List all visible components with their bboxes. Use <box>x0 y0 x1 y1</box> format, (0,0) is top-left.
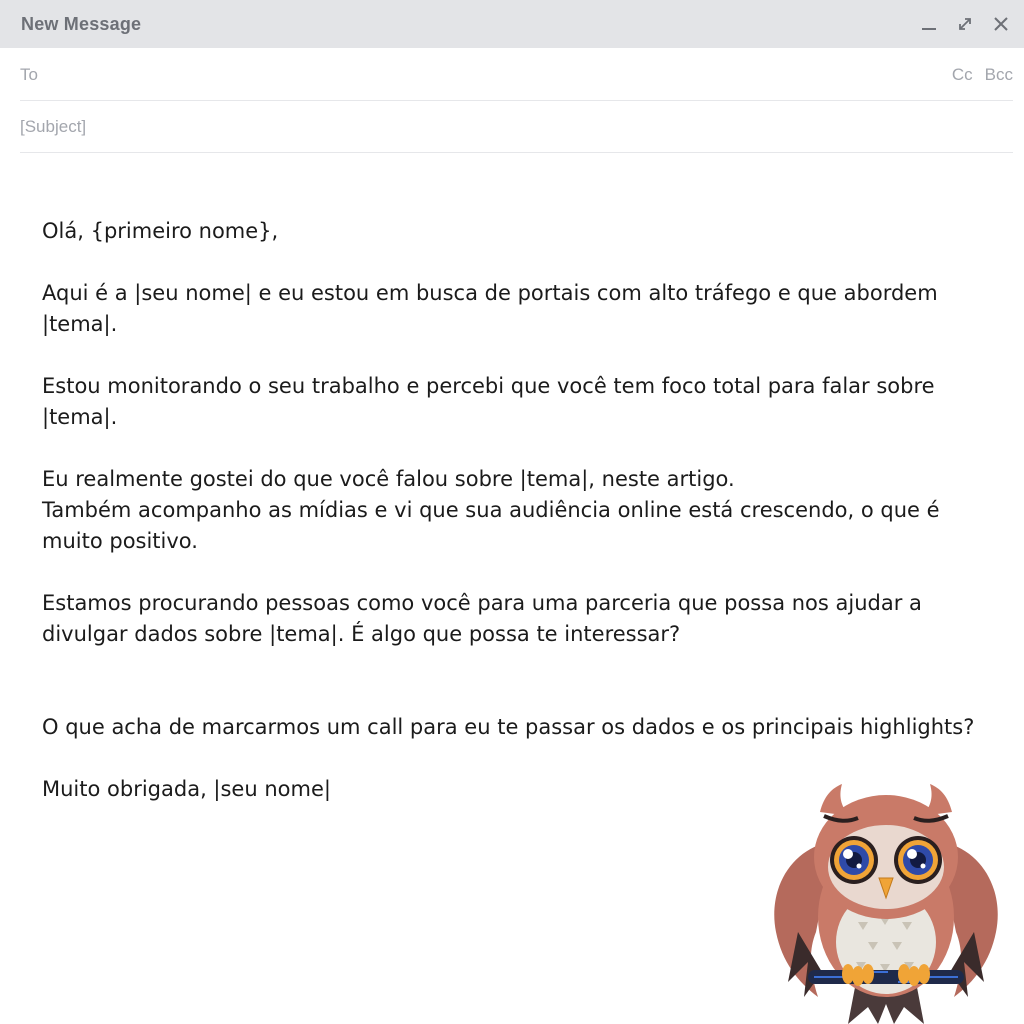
minimize-icon <box>920 15 938 33</box>
body-paragraph: Também acompanho as mídias e vi que sua audiência online está crescendo, o que é muito positivo. <box>42 498 940 553</box>
body-signoff: Muito obrigada, |seu nome| <box>42 777 331 801</box>
body-paragraph: O que acha de marcarmos um call para eu te passar os dados e os principais highlights? <box>42 715 975 739</box>
compose-title-bar <box>0 0 1024 48</box>
to-field[interactable] <box>20 65 820 85</box>
close-icon <box>992 15 1010 33</box>
close-button[interactable] <box>990 13 1012 35</box>
to-row <box>20 49 1013 101</box>
body-paragraph: Estou monitorando o seu trabalho e percebi que você tem foco total para falar sobre |tema|. <box>42 374 935 429</box>
window-controls <box>918 13 1012 35</box>
body-paragraph: Aqui é a |seu nome| e eu estou em busca de portais com alto tráfego e que abordem |tema|. <box>42 281 938 336</box>
compose-title: New Message <box>21 13 142 34</box>
body-paragraph: Eu realmente gostei do que você falou sobre |tema|, neste artigo. <box>42 467 735 491</box>
minimize-button[interactable] <box>918 13 940 35</box>
cc-bcc-links <box>952 65 1013 85</box>
cc-link[interactable]: Cc <box>951 64 973 84</box>
body-paragraph: Estamos procurando pessoas como você para uma parceria que possa nos ajudar a divulgar dados sobre |tema|. É algo que possa te interessar? <box>42 591 922 646</box>
subject-field[interactable] <box>20 117 820 137</box>
subject-row <box>20 101 1013 153</box>
owl-mascot-illustration <box>768 782 1004 1024</box>
bcc-link[interactable]: Bcc <box>984 64 1013 84</box>
expand-icon <box>956 15 974 33</box>
body-greeting: Olá, {primeiro nome}, <box>42 219 279 243</box>
message-body[interactable] <box>42 216 992 805</box>
expand-button[interactable] <box>954 13 976 35</box>
